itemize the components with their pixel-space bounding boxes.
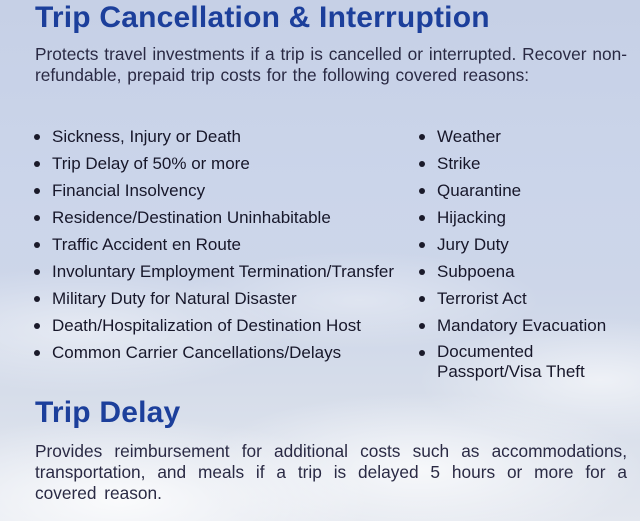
reason-item: Financial Insolvency: [34, 180, 394, 207]
trip-delay-heading: Trip Delay: [35, 396, 181, 429]
reason-item: Involuntary Employment Termination/Transfer: [34, 261, 394, 288]
reason-item: Traffic Accident en Route: [34, 234, 394, 261]
reason-item: Documented Passport/Visa Theft: [419, 342, 627, 382]
reason-item: Sickness, Injury or Death: [34, 126, 394, 153]
reason-item: Common Carrier Cancellations/Delays: [34, 342, 394, 369]
reason-item: Strike: [419, 153, 627, 180]
reason-item: Death/Hospitalization of Destination Host: [34, 315, 394, 342]
reason-item: Weather: [419, 126, 627, 153]
reason-item: Trip Delay of 50% or more: [34, 153, 394, 180]
reason-item: Mandatory Evacuation: [419, 315, 627, 342]
reason-item: Quarantine: [419, 180, 627, 207]
reason-item: Subpoena: [419, 261, 627, 288]
covered-reasons-list-left: [34, 126, 394, 369]
trip-cancellation-description: Protects travel investments if a trip is cancelled or interrupted. Recover non-refundable, prepaid trip costs for the following covered reasons:: [35, 44, 627, 85]
reason-item: Residence/Destination Uninhabitable: [34, 207, 394, 234]
reason-item: Hijacking: [419, 207, 627, 234]
reason-item: Jury Duty: [419, 234, 627, 261]
trip-delay-description: Provides reimbursement for additional costs such as accommodations, transportation, and meals if a trip is delayed 5 hours or more for a covered reason.: [35, 441, 627, 503]
covered-reasons-list-right: [419, 126, 627, 382]
reason-item: Military Duty for Natural Disaster: [34, 288, 394, 315]
reason-item: Terrorist Act: [419, 288, 627, 315]
trip-cancellation-heading: Trip Cancellation & Interruption: [35, 1, 490, 34]
